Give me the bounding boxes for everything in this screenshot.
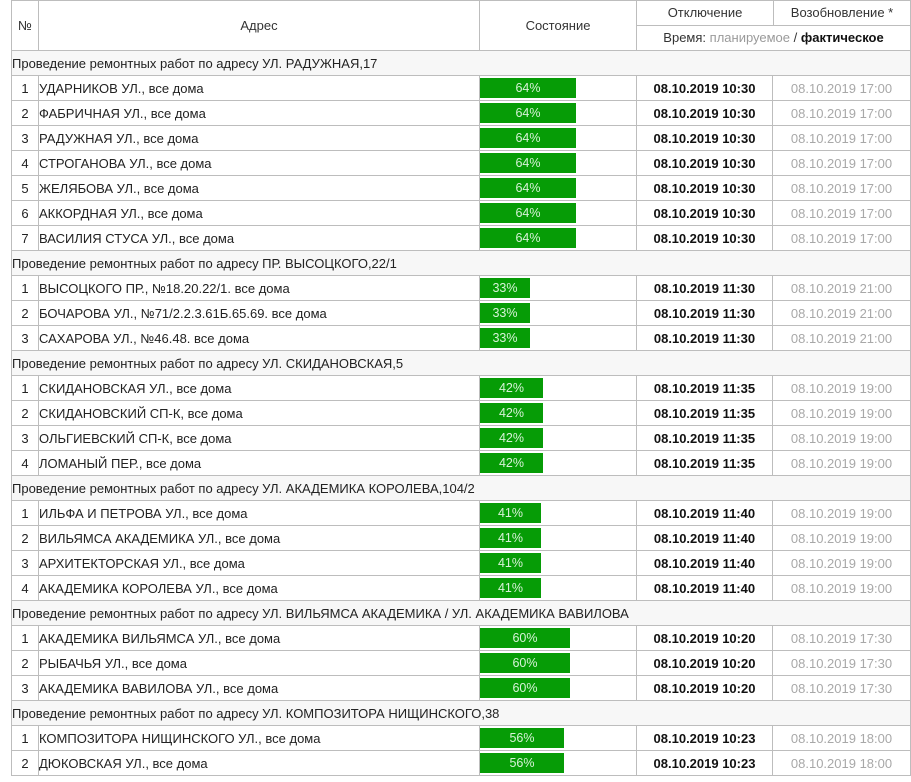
outages-table [11,0,911,776]
group-row [12,701,911,726]
row-number: 4 [12,151,39,176]
column-header-num: № [12,1,39,51]
progress-bar: 64% [480,103,576,123]
table-row [12,651,911,676]
row-off-time: 08.10.2019 11:40 [637,551,773,576]
progress-bar: 42% [480,428,543,448]
row-number: 2 [12,401,39,426]
progress-bar: 56% [480,728,564,748]
row-state [480,326,637,351]
row-state [480,401,637,426]
row-on-time: 08.10.2019 19:00 [773,576,911,601]
row-address: ЖЕЛЯБОВА УЛ., все дома [39,176,480,201]
row-on-time: 08.10.2019 17:30 [773,676,911,701]
row-number: 3 [12,676,39,701]
row-off-time: 08.10.2019 11:40 [637,501,773,526]
row-number: 2 [12,751,39,776]
row-off-time: 08.10.2019 10:30 [637,201,773,226]
column-header-address: Адрес [39,1,480,51]
table-row [12,301,911,326]
progress-bar: 64% [480,128,576,148]
group-row [12,351,911,376]
group-row [12,476,911,501]
row-state [480,751,637,776]
group-title: Проведение ремонтных работ по адресу УЛ. КОМПОЗИТОРА НИЩИНСКОГО,38 [12,701,911,726]
row-number: 2 [12,301,39,326]
row-address: АКАДЕМИКА КОРОЛЕВА УЛ., все дома [39,576,480,601]
row-on-time: 08.10.2019 19:00 [773,501,911,526]
table-row [12,626,911,651]
table-row [12,151,911,176]
row-state [480,526,637,551]
row-number: 1 [12,276,39,301]
row-off-time: 08.10.2019 11:40 [637,526,773,551]
progress-bar: 60% [480,653,570,673]
row-address: УДАРНИКОВ УЛ., все дома [39,76,480,101]
row-number: 3 [12,551,39,576]
row-address: КОМПОЗИТОРА НИЩИНСКОГО УЛ., все дома [39,726,480,751]
row-state [480,451,637,476]
row-state [480,101,637,126]
progress-bar: 33% [480,303,530,323]
row-on-time: 08.10.2019 18:00 [773,726,911,751]
time-legend-separator: / [793,30,798,45]
table-row [12,226,911,251]
progress-bar: 42% [480,453,543,473]
time-legend-label: Время: [663,30,707,45]
row-off-time: 08.10.2019 10:30 [637,226,773,251]
row-off-time: 08.10.2019 10:30 [637,101,773,126]
row-on-time: 08.10.2019 19:00 [773,376,911,401]
row-address: САХАРОВА УЛ., №46.48. все дома [39,326,480,351]
row-state [480,626,637,651]
row-state [480,301,637,326]
progress-bar: 64% [480,203,576,223]
row-number: 1 [12,76,39,101]
row-off-time: 08.10.2019 11:30 [637,276,773,301]
progress-bar: 41% [480,503,541,523]
table-row [12,576,911,601]
row-state [480,676,637,701]
row-number: 6 [12,201,39,226]
row-on-time: 08.10.2019 18:00 [773,751,911,776]
table-header [12,1,911,51]
row-address: СКИДАНОВСКИЙ СП-К, все дома [39,401,480,426]
row-on-time: 08.10.2019 21:00 [773,301,911,326]
row-state [480,201,637,226]
table-row [12,451,911,476]
row-state [480,151,637,176]
row-on-time: 08.10.2019 17:00 [773,126,911,151]
row-address: ЛОМАНЫЙ ПЕР., все дома [39,451,480,476]
row-address: ФАБРИЧНАЯ УЛ., все дома [39,101,480,126]
group-title: Проведение ремонтных работ по адресу УЛ. ВИЛЬЯМСА АКАДЕМИКА / УЛ. АКАДЕМИКА ВАВИЛОВА [12,601,911,626]
row-number: 5 [12,176,39,201]
row-number: 4 [12,576,39,601]
group-row [12,251,911,276]
row-on-time: 08.10.2019 17:30 [773,651,911,676]
table-row [12,401,911,426]
row-number: 2 [12,101,39,126]
row-address: РАДУЖНАЯ УЛ., все дома [39,126,480,151]
table-row [12,726,911,751]
table-body [12,51,911,776]
progress-bar: 56% [480,753,564,773]
row-off-time: 08.10.2019 10:20 [637,651,773,676]
row-off-time: 08.10.2019 11:40 [637,576,773,601]
row-address: ВИЛЬЯМСА АКАДЕМИКА УЛ., все дома [39,526,480,551]
table-row [12,426,911,451]
row-off-time: 08.10.2019 10:30 [637,151,773,176]
row-address: АКАДЕМИКА ВИЛЬЯМСА УЛ., все дома [39,626,480,651]
row-address: АКАДЕМИКА ВАВИЛОВА УЛ., все дома [39,676,480,701]
row-on-time: 08.10.2019 19:00 [773,526,911,551]
progress-bar: 41% [480,578,541,598]
row-state [480,551,637,576]
row-on-time: 08.10.2019 17:00 [773,176,911,201]
row-address: СКИДАНОВСКАЯ УЛ., все дома [39,376,480,401]
table-row [12,76,911,101]
table-row [12,326,911,351]
row-on-time: 08.10.2019 17:00 [773,151,911,176]
column-header-state: Состояние [480,1,637,51]
row-number: 3 [12,126,39,151]
row-state [480,426,637,451]
row-number: 3 [12,326,39,351]
group-row [12,601,911,626]
progress-bar: 41% [480,528,541,548]
row-off-time: 08.10.2019 11:35 [637,401,773,426]
row-on-time: 08.10.2019 17:00 [773,76,911,101]
row-number: 4 [12,451,39,476]
column-header-on: Возобновление * [790,5,894,20]
progress-bar: 42% [480,378,543,398]
row-off-time: 08.10.2019 11:35 [637,426,773,451]
row-off-time: 08.10.2019 10:30 [637,76,773,101]
table-row [12,751,911,776]
row-on-time: 08.10.2019 19:00 [773,426,911,451]
group-title: Проведение ремонтных работ по адресу УЛ. АКАДЕМИКА КОРОЛЕВА,104/2 [12,476,911,501]
row-off-time: 08.10.2019 11:30 [637,326,773,351]
table-row [12,501,911,526]
table-row [12,376,911,401]
row-on-time: 08.10.2019 21:00 [773,276,911,301]
table-row [12,126,911,151]
row-address: ДЮКОВСКАЯ УЛ., все дома [39,751,480,776]
row-state [480,76,637,101]
row-on-time: 08.10.2019 17:00 [773,201,911,226]
table-row [12,201,911,226]
progress-bar: 33% [480,328,530,348]
row-on-time: 08.10.2019 17:00 [773,226,911,251]
progress-bar: 33% [480,278,530,298]
group-title: Проведение ремонтных работ по адресу УЛ. РАДУЖНАЯ,17 [12,51,911,76]
row-state [480,276,637,301]
row-number: 1 [12,376,39,401]
row-address: ВАСИЛИЯ СТУСА УЛ., все дома [39,226,480,251]
row-number: 2 [12,651,39,676]
group-title: Проведение ремонтных работ по адресу ПР. ВЫСОЦКОГО,22/1 [12,251,911,276]
row-on-time: 08.10.2019 19:00 [773,401,911,426]
progress-bar: 41% [480,553,541,573]
table-row [12,276,911,301]
progress-bar: 64% [480,78,576,98]
progress-bar: 42% [480,403,543,423]
row-number: 1 [12,626,39,651]
row-state [480,126,637,151]
row-address: АККОРДНАЯ УЛ., все дома [39,201,480,226]
time-legend [637,26,910,50]
table-row [12,101,911,126]
row-state [480,651,637,676]
progress-bar: 60% [480,628,570,648]
row-on-time: 08.10.2019 17:00 [773,101,911,126]
row-number: 1 [12,726,39,751]
row-state [480,726,637,751]
group-row [12,51,911,76]
row-off-time: 08.10.2019 10:20 [637,626,773,651]
row-address: СТРОГАНОВА УЛ., все дома [39,151,480,176]
table-row [12,526,911,551]
progress-bar: 60% [480,678,570,698]
row-off-time: 08.10.2019 11:30 [637,301,773,326]
row-off-time: 08.10.2019 10:23 [637,726,773,751]
row-on-time: 08.10.2019 19:00 [773,451,911,476]
row-off-time: 08.10.2019 10:30 [637,126,773,151]
progress-bar: 64% [480,228,576,248]
row-off-time: 08.10.2019 11:35 [637,451,773,476]
row-state [480,501,637,526]
row-state [480,226,637,251]
time-legend-actual: фактическое [800,30,884,45]
row-address: ОЛЬГИЕВСКИЙ СП-К, все дома [39,426,480,451]
table-row [12,176,911,201]
progress-bar: 64% [480,153,576,173]
row-off-time: 08.10.2019 10:20 [637,676,773,701]
group-title: Проведение ремонтных работ по адресу УЛ. СКИДАНОВСКАЯ,5 [12,351,911,376]
row-state [480,176,637,201]
row-off-time: 08.10.2019 10:23 [637,751,773,776]
row-address: ИЛЬФА И ПЕТРОВА УЛ., все дома [39,501,480,526]
row-number: 7 [12,226,39,251]
row-state [480,376,637,401]
row-number: 1 [12,501,39,526]
row-on-time: 08.10.2019 19:00 [773,551,911,576]
row-address: БОЧАРОВА УЛ., №71/2.2.3.61Б.65.69. все дома [39,301,480,326]
table-row [12,676,911,701]
time-legend-planned: планируемое [709,30,791,45]
progress-bar: 64% [480,178,576,198]
row-on-time: 08.10.2019 17:30 [773,626,911,651]
row-on-time: 08.10.2019 21:00 [773,326,911,351]
row-number: 2 [12,526,39,551]
row-off-time: 08.10.2019 11:35 [637,376,773,401]
column-header-time [637,1,911,51]
row-address: РЫБАЧЬЯ УЛ., все дома [39,651,480,676]
row-address: АРХИТЕКТОРСКАЯ УЛ., все дома [39,551,480,576]
table-row [12,551,911,576]
column-header-off: Отключение [637,1,774,25]
row-address: ВЫСОЦКОГО ПР., №18.20.22/1. все дома [39,276,480,301]
row-state [480,576,637,601]
row-off-time: 08.10.2019 10:30 [637,176,773,201]
row-number: 3 [12,426,39,451]
